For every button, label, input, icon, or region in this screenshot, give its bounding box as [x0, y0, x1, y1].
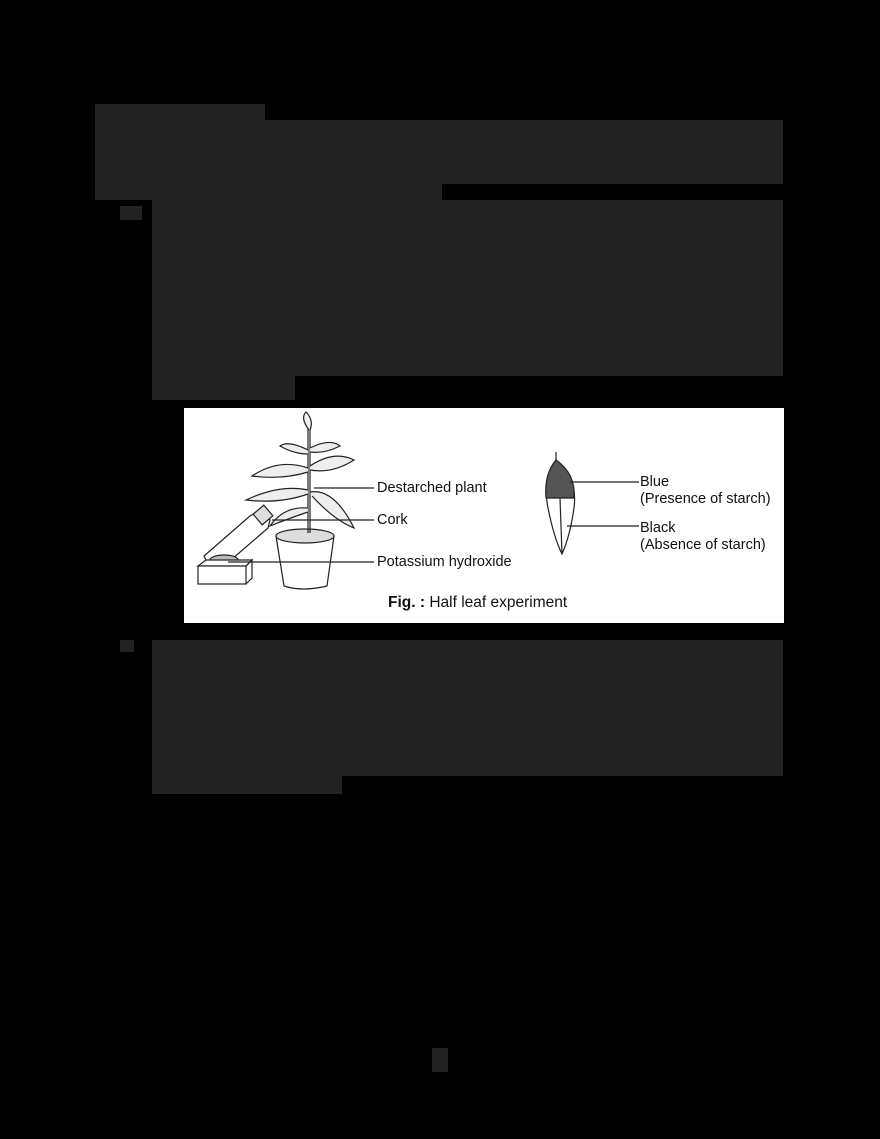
- point-2-paragraph-redacted: [152, 640, 783, 776]
- list-marker-2-redacted: [120, 640, 134, 652]
- label-presence-of-starch: (Presence of starch): [640, 491, 771, 507]
- label-destarched-plant: Destarched plant: [377, 480, 487, 496]
- label-black: Black: [640, 520, 676, 536]
- figure-caption: [388, 594, 567, 612]
- label-blue: Blue: [640, 474, 670, 490]
- page-number-redacted: [432, 1048, 448, 1072]
- caption-text: Half leaf experiment: [425, 594, 568, 611]
- caption-prefix: Fig. :: [388, 594, 426, 611]
- plant-apparatus-illustration: [184, 408, 784, 623]
- label-potassium-hydroxide: Potassium hydroxide: [377, 554, 512, 570]
- section-heading-redacted: [95, 104, 265, 120]
- point-2-last-line-redacted: [152, 776, 342, 794]
- label-cork: Cork: [377, 512, 408, 528]
- half-leaf-experiment-figure: [184, 408, 784, 623]
- point-1-paragraph-redacted: [152, 200, 783, 376]
- point-1-last-line-redacted: [152, 376, 295, 400]
- list-marker-1-redacted: [120, 206, 142, 220]
- intro-paragraph-redacted: [95, 120, 783, 184]
- intro-paragraph-last-line-redacted: [95, 184, 442, 200]
- label-absence-of-starch: (Absence of starch): [640, 537, 766, 553]
